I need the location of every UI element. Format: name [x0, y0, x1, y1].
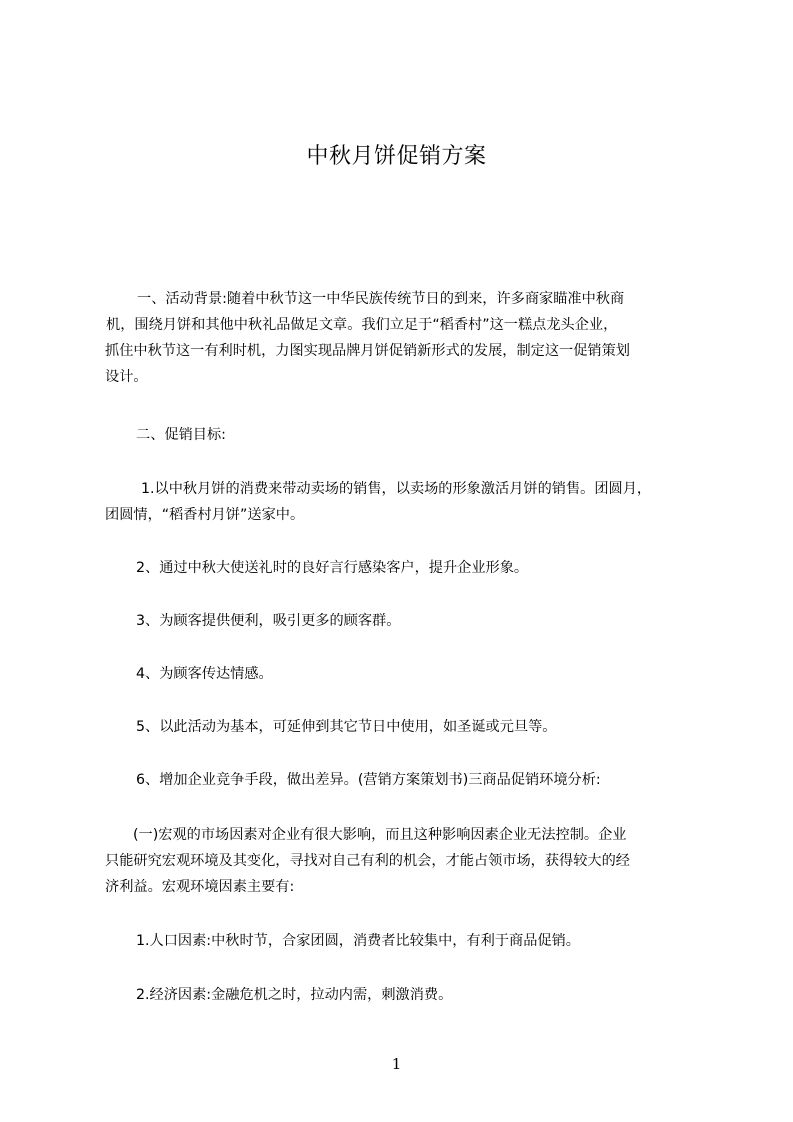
- paragraph-economic-factor: [136, 982, 706, 1008]
- text-line: 一、活动背景:随着中秋节这一中华民族传统节日的到来，许多商家瞄准中秋商: [137, 291, 625, 307]
- paragraph-goal-4: [136, 661, 706, 687]
- paragraph-goal-1: [105, 476, 715, 528]
- text-line: 二、促销目标:: [136, 427, 226, 443]
- text-line: (一)宏观的市场因素对企业有很大影响，而且这种影响因素企业无法控制。企业: [133, 827, 627, 843]
- text-line: 抓住中秋节这一有利时机，力图实现品牌月饼促销新形式的发展，制定这一促销策划: [105, 343, 630, 359]
- paragraph-goal-5: [136, 714, 706, 740]
- text-line: 4、为顾客传达情感。: [136, 666, 273, 682]
- text-line: 1.人口因素:中秋时节，合家团圆，消费者比较集中，有利于商品促销。: [136, 933, 580, 949]
- paragraph-macro-environment: [105, 822, 710, 900]
- text-line: 3、为顾客提供便利，吸引更多的顾客群。: [136, 613, 401, 629]
- text-line: 机，围绕月饼和其他中秋礼品做足文章。我们立足于“稻香村”这一糕点龙头企业，: [106, 317, 618, 333]
- text-line: 2、通过中秋大使送礼时的良好言行感染客户，提升企业形象。: [136, 560, 529, 576]
- paragraph-background: [105, 286, 705, 390]
- text-line: 团圆情，“稻香村月饼”送家中。: [105, 507, 305, 523]
- text-line: 5、以此活动为基本，可延伸到其它节日中使用，如圣诞或元旦等。: [136, 719, 557, 735]
- text-line: 1.以中秋月饼的消费来带动卖场的销售，以卖场的形象激活月饼的销售。团圆月，: [141, 481, 652, 497]
- page-title: 中秋月饼促销方案: [306, 144, 487, 169]
- paragraph-goal-2: [136, 555, 706, 581]
- text-line: 6、增加企业竞争手段，做出差异。(营销方案策划书)三商品促销环境分析:: [136, 772, 601, 788]
- paragraph-population-factor: [136, 928, 706, 954]
- text-line: 济利益。宏观环境因素主要有:: [105, 879, 295, 895]
- paragraph-goal-3: [136, 608, 706, 634]
- paragraph-goal-6: [136, 767, 706, 793]
- section-heading-goals: [136, 422, 706, 448]
- page-number: 1: [391, 1055, 402, 1073]
- text-line: 2.经济因素:金融危机之时，拉动内需，刺激消费。: [136, 987, 453, 1003]
- text-line: 设计。: [105, 369, 148, 385]
- text-line: 只能研究宏观环境及其变化，寻找对自己有利的机会，才能占领市场，获得较大的经: [105, 853, 630, 869]
